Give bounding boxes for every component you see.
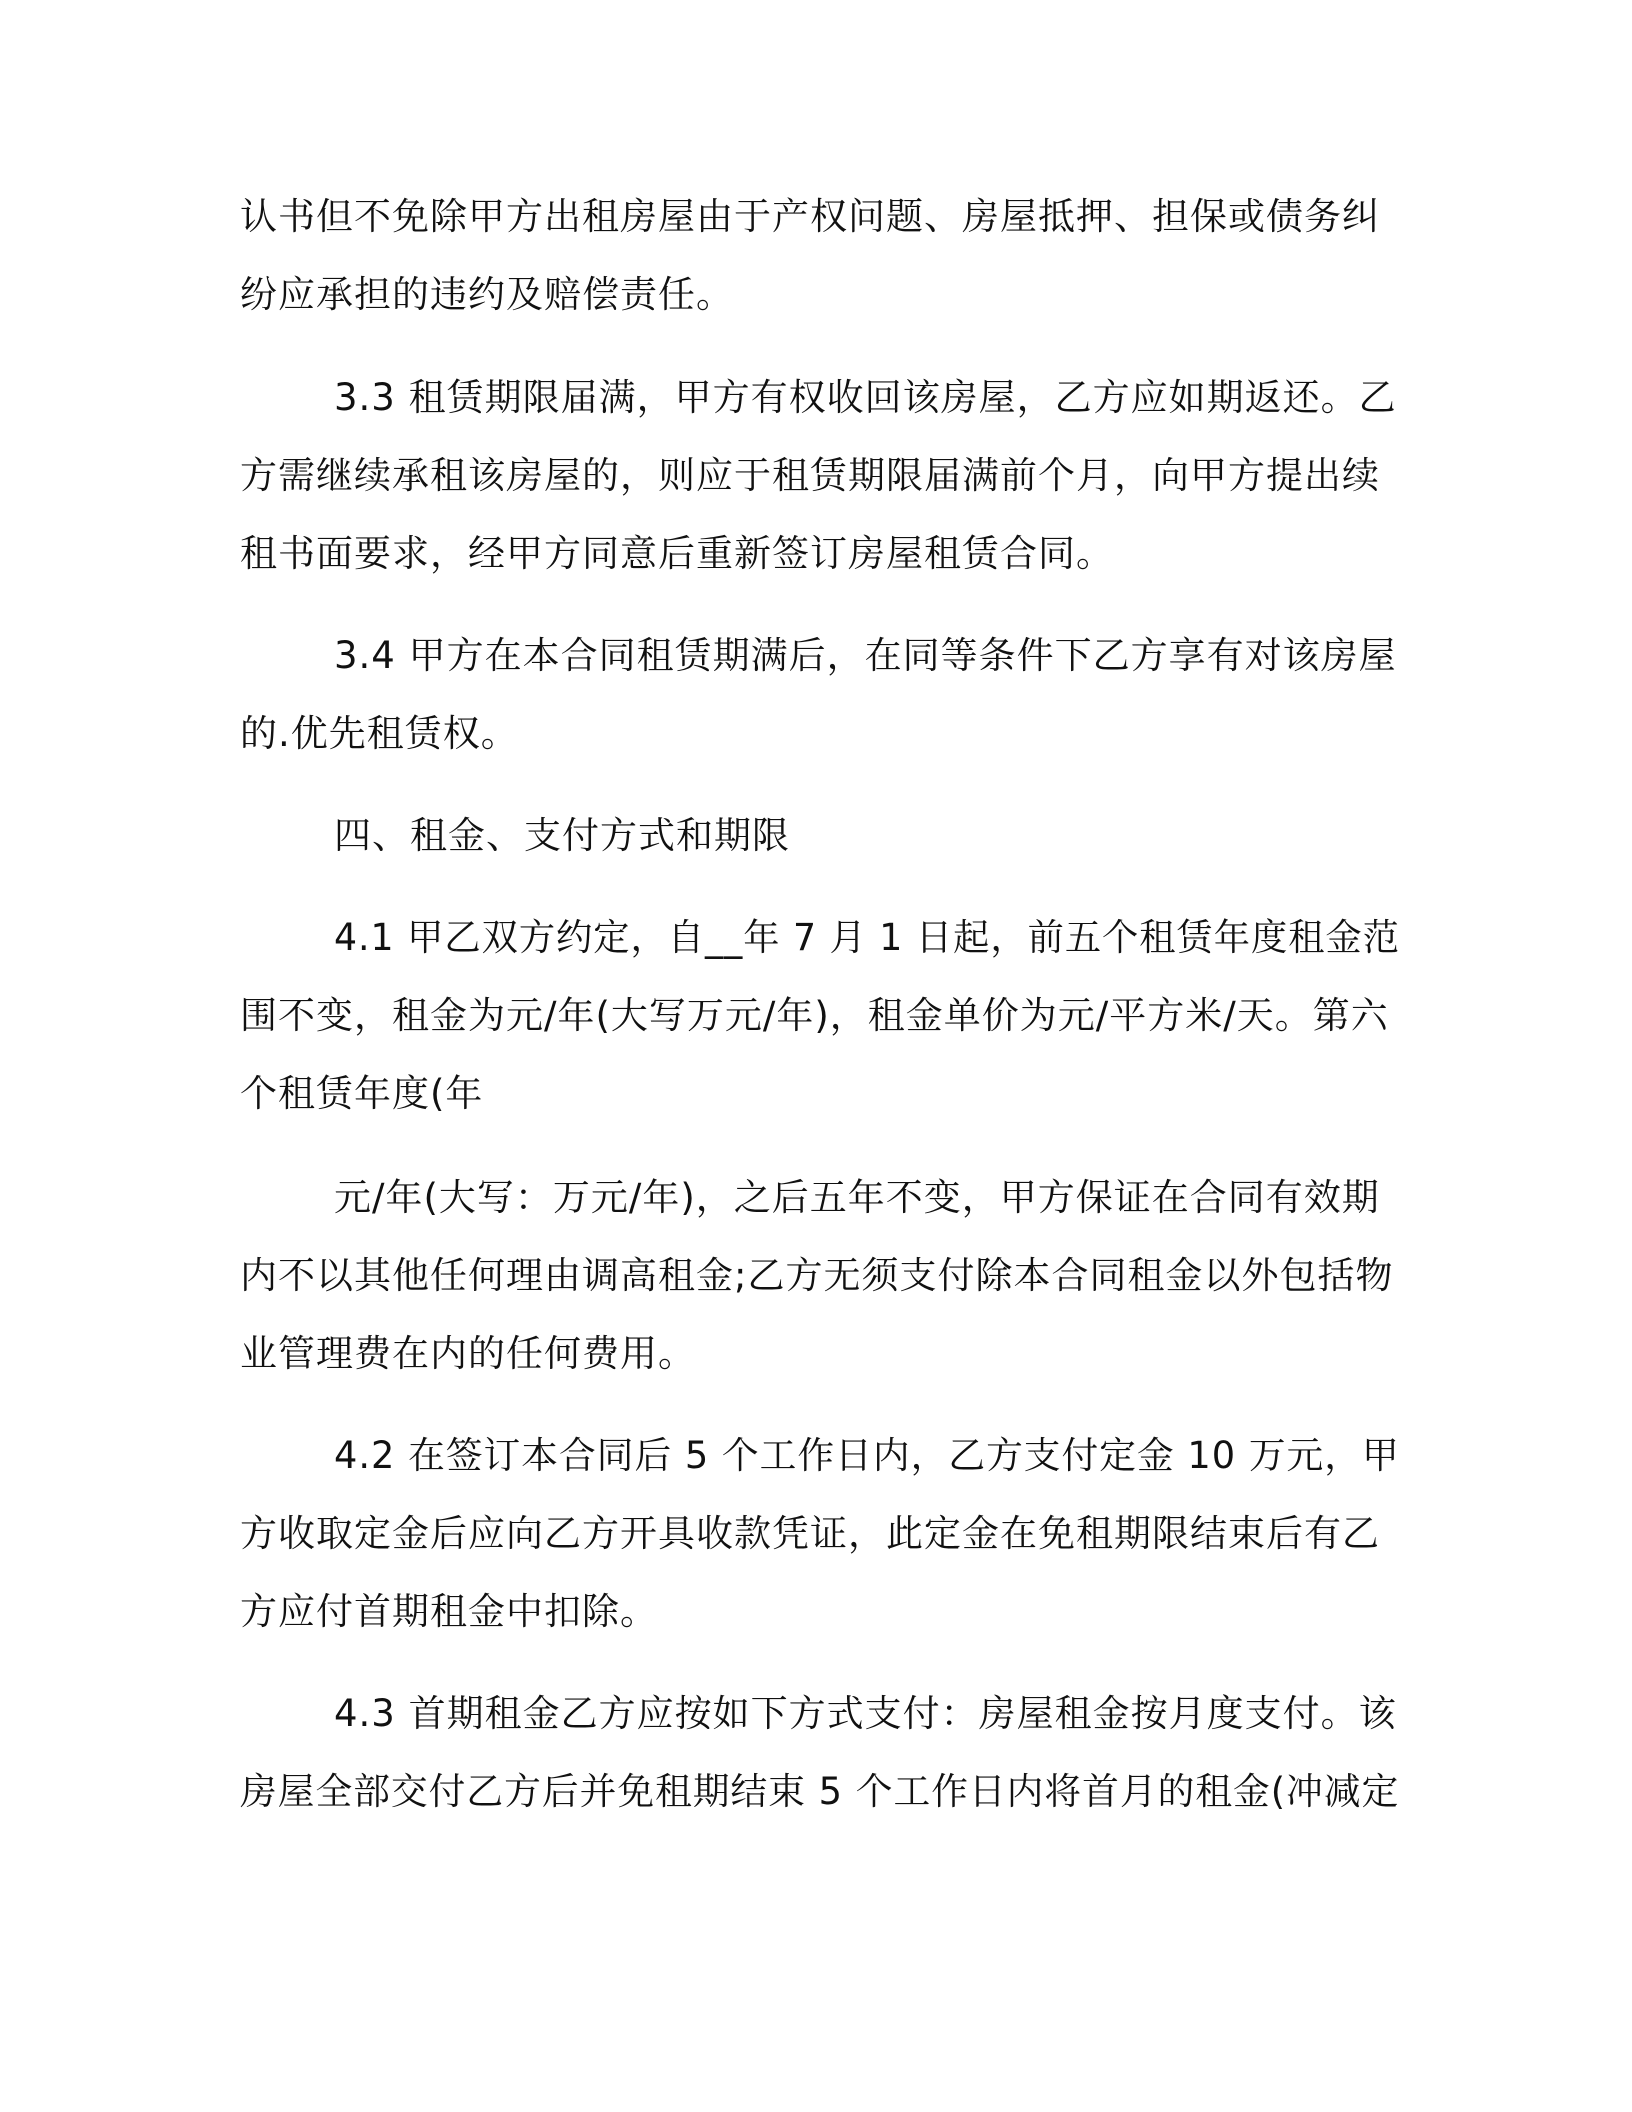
text-line: 4.3 首期租金乙方应按如下方式支付：房屋租金按月度支付。该 (334, 1692, 1397, 1735)
text-line: 的.优先租赁权。 (240, 712, 519, 755)
text-line: 围不变，租金为元/年(大写万元/年)，租金单价为元/平方米/天。第六 (240, 994, 1389, 1037)
text-line: 房屋全部交付乙方后并免租期结束 5 个工作日内将首月的租金(冲减定 (240, 1770, 1400, 1813)
text-line: 业管理费在内的任何费用。 (240, 1332, 696, 1375)
text-line: 方需继续承租该房屋的，则应于租赁期限届满前个月，向甲方提出续 (240, 454, 1380, 497)
text-line: 元/年(大写：万元/年)，之后五年不变，甲方保证在合同有效期 (334, 1176, 1380, 1219)
text-line: 内不以其他任何理由调高租金;乙方无须支付除本合同租金以外包括物 (240, 1254, 1394, 1297)
text-line: 认书但不免除甲方出租房屋由于产权问题、房屋抵押、担保或债务纠 (240, 195, 1380, 238)
text-line: 方应付首期租金中扣除。 (240, 1590, 658, 1633)
text-line: 4.2 在签订本合同后 5 个工作日内，乙方支付定金 10 万元，甲 (334, 1434, 1400, 1477)
text-line: 3.3 租赁期限届满，甲方有权收回该房屋，乙方应如期返还。乙 (334, 376, 1397, 419)
text-line: 租书面要求，经甲方同意后重新签订房屋租赁合同。 (240, 532, 1114, 575)
text-line: 纷应承担的违约及赔偿责任。 (240, 273, 734, 316)
text-line: 方收取定金后应向乙方开具收款凭证，此定金在免租期限结束后有乙 (240, 1512, 1380, 1555)
section-heading: 四、租金、支付方式和期限 (334, 814, 790, 857)
text-line: 个租赁年度(年 (240, 1072, 484, 1115)
text-line: 3.4 甲方在本合同租赁期满后，在同等条件下乙方享有对该房屋 (334, 634, 1397, 677)
text-line: 4.1 甲乙双方约定，自__年 7 月 1 日起，前五个租赁年度租金范 (334, 916, 1400, 959)
